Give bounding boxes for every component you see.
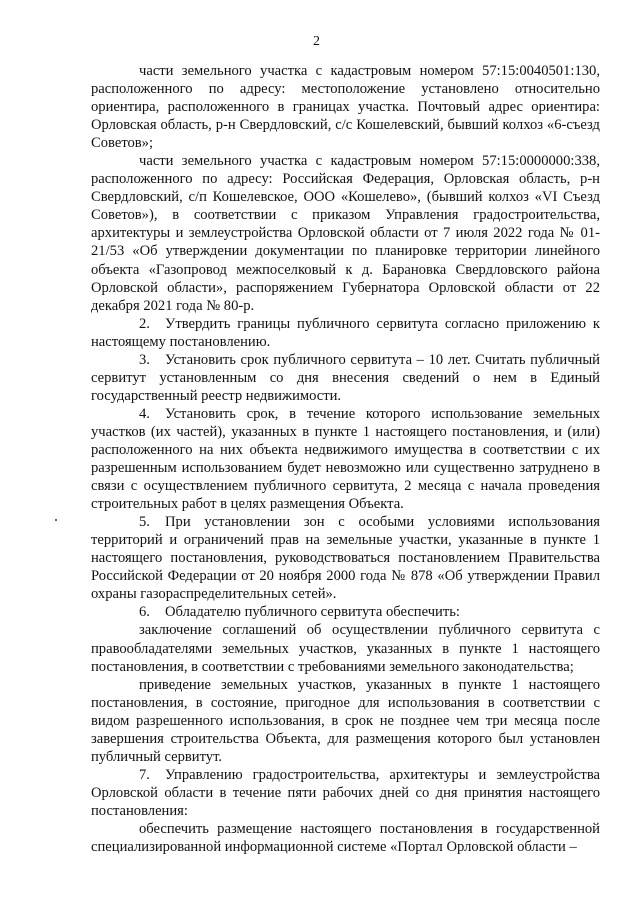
paragraph-text: части земельного участка с кадастровым номером 57:15:0000000:338, расположенного по адресу: Российская Федерация, Орловская область, р-н Свердловский, с/п Кошелевское, ООО «Кошелево», (бывший колхоз «VI Съезд Советов»), в соответствии с приказом Управления градостроительства, архитектуры и землеустройства Орловской области от 7 июля 2022 года № 01-21/53 «Об утверждении документации по планировке территории линейного объекта «Газопровод межпоселковый к д. Барановка Свердловского района Орловской области», распоряжением Губернатора Орловской области от 22 декабря 2021 года № 80-р. [91,153,600,314]
paragraph-cadastral-338 [91,152,600,314]
paragraph-agreements [91,621,600,675]
paragraph-text: При установлении зон с особыми условиями использования территорий и ограничений прав на земельные участки, указанные в пункте 1 настоящего постановления, руководствоваться постановлением Правительства Российской Федерации от 20 ноября 2000 года № 878 «Об утверждении Правил охраны газораспределительных сетей». [91,514,600,603]
paragraph-item-7 [91,766,600,820]
item-number: 6. [139,604,150,621]
paragraph-text: приведение земельных участков, указанных в пункте 1 настоящего постановления, в состояние, пригодное для использования в соответствии с видом разрешенного использования, в срок не позднее чем три месяца после завершения строительства Объекта, для размещения которого был установлен публичный сервитут. [91,676,600,765]
item-number: 5. [139,514,150,531]
paragraph-text: Установить срок, в течение которого использование земельных участков (их частей), указанных в пункте 1 настоящего постановления, и (или) расположенного на них объекта недвижимого имущества в соответствии с их разрешенным использованием будет невозможно или существенно затруднено в связи с осуществлением публичного сервитута, 2 месяца с начала проведения строительных работ в целях размещения Объекта. [91,405,600,513]
paragraph-text: заключение соглашений об осуществлении публичного сервитута с правообладателями земельных участков, указанных в пункте 1 настоящего постановления, в соответствии с требованиями земельного законодательства; [91,622,600,675]
paragraph-item-2 [91,315,600,351]
paragraph-item-4 [91,405,600,513]
paragraph-text: Управлению градостроительства, архитектуры и землеустройства Орловской области в течение пяти рабочих дней со дня принятия настоящего постановления: [91,766,600,819]
document-body [91,62,600,856]
paragraph-item-3 [91,351,600,405]
paragraph-text: Утвердить границы публичного сервитута согласно приложению к настоящему постановлению. [91,315,600,350]
page-number: 2 [313,34,320,49]
scan-speck [55,519,57,521]
paragraph-item-6 [91,603,600,621]
paragraph-publication [91,820,600,856]
item-number: 2. [139,315,150,332]
paragraph-land-restoration [91,676,600,766]
paragraph-cadastral-130 [91,62,600,152]
paragraph-item-5 [91,513,600,603]
paragraph-text: части земельного участка с кадастровым номером 57:15:0040501:130, расположенного по адресу: местоположение установлено относительно ориентира, расположенного в границах участка. Почтовый адрес ориентира: Орловская область, р-н Свердловский, с/с Кошелевский, бывший колхоз «6-съезд Советов»; [91,63,600,152]
paragraph-text: Обладателю публичного сервитута обеспечить: [165,604,460,621]
item-number: 3. [139,351,150,368]
paragraph-text: обеспечить размещение настоящего постановления в государственной специализированной информационной системе «Портал Орловской области – [91,820,600,856]
item-number: 4. [139,405,150,422]
item-number: 7. [139,766,150,783]
paragraph-text: Установить срок публичного сервитута – 10 лет. Считать публичный сервитут установленным со дня внесения сведений о нем в Единый государственный реестр недвижимости. [91,351,600,404]
